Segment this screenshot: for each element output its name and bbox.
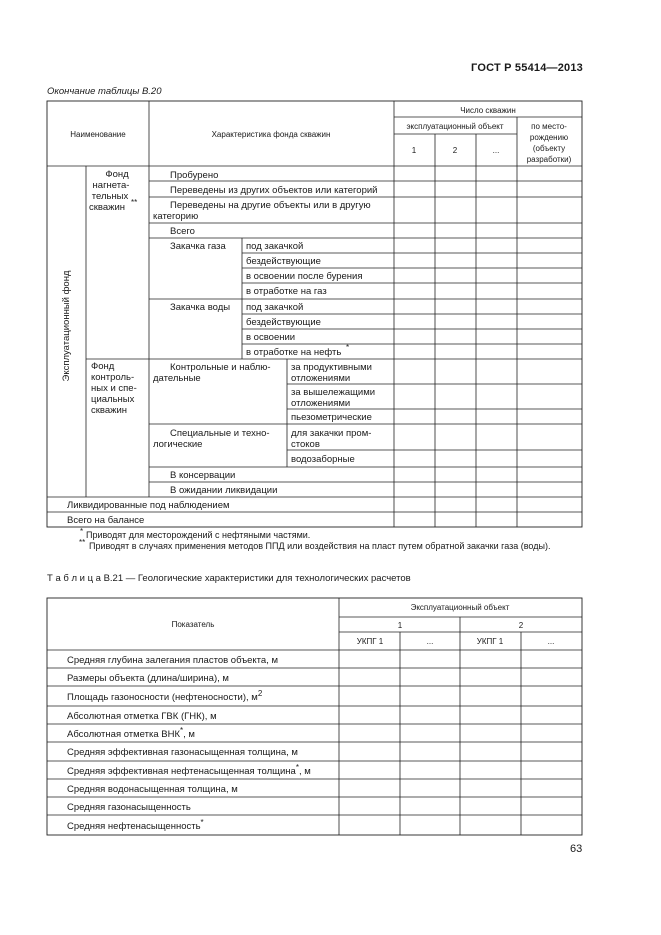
water-sub-1: под закачкой (246, 302, 304, 313)
head-col-2: 2 (452, 146, 458, 155)
table-b21-caption: Т а б л и ц а В.21 — Геологические характеристики для технологических расчетов (47, 573, 411, 584)
head-by-place-2: рождению (529, 133, 569, 142)
head-well-count: Число скважин (460, 106, 516, 115)
group-control-4: циальных (91, 394, 135, 405)
special-sub-1a: для закачки пром- (291, 428, 372, 439)
row-total-balance: Всего на балансе (67, 515, 145, 526)
gas-sub-4: в отработке на газ (246, 286, 327, 297)
b21-row-5 (67, 726, 195, 740)
group-injection-1: Фонд (105, 169, 129, 180)
b21-row-5-text: Абсолютная отметка ВНК (67, 729, 181, 740)
group-injection-4: скважин (89, 202, 126, 213)
group-injection-2: нагнета- (92, 180, 130, 191)
water-sub-4: в отработке на нефть (246, 347, 342, 358)
b21-row-7 (67, 763, 311, 777)
control-sub-3: пьезометрические (291, 412, 372, 423)
head-by-place-3: (объекту (532, 144, 566, 153)
b21-head-obj-2: 2 (518, 621, 524, 630)
special-sub-2: водозаборные (291, 454, 355, 465)
b21-head-dots-2: ... (547, 637, 555, 646)
row-water-injection: Закачка воды (170, 302, 231, 313)
b21-row-10 (67, 818, 204, 832)
b21-row-5-tail: , м (183, 729, 195, 740)
b21-head-obj-1: 1 (397, 621, 403, 630)
special-sub-1b: стоков (291, 439, 320, 450)
b21-row-4: Абсолютная отметка ГВК (ГНК), м (67, 711, 217, 722)
row-transferred-out-1: Переведены на другие объекты или в другую (170, 200, 371, 211)
row-transferred-out-2: категорию (153, 211, 199, 222)
group-control-2: контроль- (91, 372, 135, 383)
water-sub-2: бездействующие (246, 317, 321, 328)
b21-row-3-sup: 2 (257, 689, 263, 698)
gas-sub-2: бездействующие (246, 256, 321, 267)
b21-row-2: Размеры объекта (длина/ширина), м (67, 673, 229, 684)
head-col-3: ... (492, 146, 500, 155)
head-col-1: 1 (411, 146, 417, 155)
table-b21 (47, 598, 582, 835)
head-operational-object: эксплуатационный объект (406, 122, 504, 131)
head-by-place-4: разработки) (526, 155, 572, 164)
b21-head-operational-object: Эксплуатационный объект (410, 603, 510, 612)
standard-header: ГОСТ Р 55414—2013 (471, 62, 583, 74)
control-sub-2a: за вышележащими (291, 387, 376, 398)
row-awaiting: В ожидании ликвидации (170, 485, 278, 496)
water-sub-4-mark: * (346, 343, 350, 352)
b21-row-3 (67, 689, 263, 703)
b21-head-ukpg-2: УКПГ 1 (476, 637, 504, 646)
b21-row-1: Средняя глубина залегания пластов объекта, м (67, 655, 279, 666)
group-injection-3: тельных (91, 191, 129, 202)
side-label-operational-fund: Эксплуатационный фонд (61, 270, 72, 382)
b21-head-indicator: Показатель (171, 620, 215, 629)
b21-row-7-mark: * (295, 763, 299, 772)
b21-row-10-text: Средняя нефтенасыщенность (67, 821, 201, 832)
row-liquidated: Ликвидированные под наблюдением (67, 500, 230, 511)
control-obs-1: Контрольные и наблю- (170, 362, 271, 373)
special-tech-1: Специальные и техно- (170, 428, 270, 439)
footnote-1-text: Приводят для месторождений с нефтяными частями. (86, 530, 311, 540)
gas-sub-3: в освоении после бурения (246, 271, 363, 282)
row-total: Всего (170, 226, 195, 237)
b21-row-8: Средняя водонасыщенная толщина, м (67, 784, 238, 795)
b21-head-ukpg-1: УКПГ 1 (356, 637, 384, 646)
group-injection-mark: ** (131, 198, 138, 207)
b21-head-dots-1: ... (426, 637, 434, 646)
gas-sub-1: под закачкой (246, 241, 304, 252)
row-conservation: В консервации (170, 470, 236, 481)
row-drilled: Пробурено (170, 170, 219, 181)
b21-row-7-text: Средняя эффективная нефтенасыщенная толщина (67, 766, 296, 777)
control-obs-2: дательные (153, 373, 201, 384)
page-number: 63 (570, 843, 583, 855)
group-control-3: ных и спе- (91, 383, 137, 394)
b21-row-6: Средняя эффективная газонасыщенная толщина, м (67, 747, 298, 758)
control-sub-1b: отложениями (291, 373, 351, 384)
row-gas-injection: Закачка газа (170, 241, 226, 252)
b21-row-7-tail: , м (298, 766, 311, 777)
b21-row-10-mark: * (200, 818, 204, 827)
footnote-2-text: Приводят в случаях применения методов ППД или воздействия на пласт путем обратной закачки газа (воды). (89, 541, 551, 551)
row-transferred-in: Переведены из других объектов или категорий (170, 185, 378, 196)
table-b20-caption: Окончание таблицы В.20 (47, 86, 162, 97)
head-name: Наименование (70, 130, 126, 139)
b21-row-5-mark: * (180, 726, 184, 735)
control-sub-1a: за продуктивными (291, 362, 372, 373)
control-sub-2b: отложениями (291, 398, 351, 409)
water-sub-3: в освоении (246, 332, 296, 343)
group-control-1: Фонд (91, 361, 115, 372)
special-tech-2: логические (153, 439, 203, 450)
group-control-5: скважин (91, 405, 128, 416)
b21-row-3-text: Площадь газоносности (нефтеносности), м (67, 692, 258, 703)
head-characteristic: Характеристика фонда скважин (211, 130, 331, 139)
footnote-2-mark: ** (79, 538, 86, 547)
table-b20 (47, 101, 582, 551)
b21-row-9: Средняя газонасыщенность (67, 802, 191, 813)
footnote-1-mark: * (80, 527, 84, 536)
head-by-place-1: по место- (531, 122, 567, 131)
